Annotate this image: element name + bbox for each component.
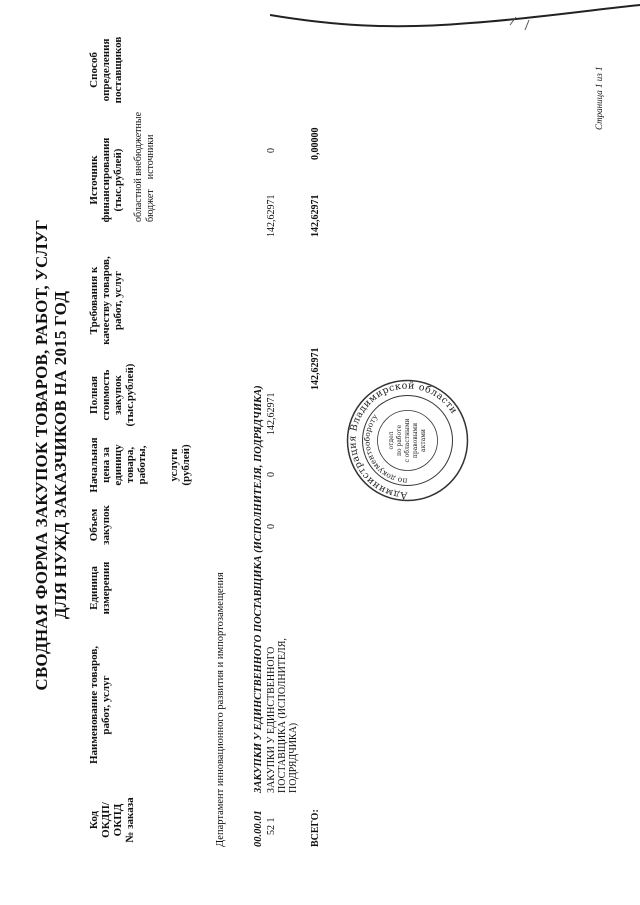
col-header-requirements: Требования к качеству товаров, работ, услуг [88,256,124,345]
col-subheader-source: областной внебюджетные бюджет источники [133,111,156,222]
row-regional-budget: 142,62971 [266,194,277,237]
row-extra-budget: 0 [266,148,277,153]
col-header-name: Наименование товаров, работ, услуг [88,645,112,765]
row-total: 142,62971 [266,392,277,435]
col-header-unit: Единица измерения [88,561,112,615]
totals-extra: 0,00000 [310,127,321,160]
col-header-volume: Объем закупок [88,505,112,545]
stamp-inner-line-1: отдел [388,431,395,450]
stamp-outer-text: Администрация Владимирской области [347,380,460,501]
page-footer: Страница 1 из 1 [594,66,604,130]
official-stamp [345,378,470,503]
department-name: Департамент инновационного развития и импортозамещения [215,572,226,847]
stamp-inner-line-3: с областными [404,418,411,463]
totals-regional: 142,62971 [310,194,321,237]
stamp-inner-line-4: правовыми [412,422,419,459]
stamp-ring-text: по документообороту [362,412,408,486]
col-header-price: Начальная цена за единицу товара, работы, услуги (рублей) [88,437,192,493]
title-line-1: СВОДНАЯ ФОРМА ЗАКУПОК ТОВАРОВ, РАБОТ, УСЛУГ [32,219,51,691]
stamp-inner-line-5: актами [420,429,427,452]
col-header-source: Источник финансирования (тыс.рублей) [88,137,124,223]
title-line-2: ДЛЯ НУЖД ЗАКАЗЧИКОВ НА 2015 ГОД [51,290,70,620]
col-header-code: Код ОКДП/ ОКПД № заказа [88,797,136,843]
totals-total: 142,62971 [310,347,321,390]
row-code: 52 1 [266,817,277,835]
section-label: ЗАКУПКИ У ЕДИНСТВЕННОГО ПОСТАВЩИКА (ИСПОЛНИТЕЛЯ, ПОДРЯДЧИКА) [253,385,264,793]
section-code: 00.00.01 [253,810,264,847]
col-header-total: Полная стоимость закупок (тыс.рублей) [88,363,136,427]
col-header-method: Способ определения поставщиков [88,36,124,104]
row-name: ЗАКУПКИ У ЕДИНСТВЕННОГО ПОСТАВЩИКА (ИСПОЛНИТЕЛЯ, ПОДРЯДЧИКА) [266,638,299,793]
row-price: 0 [266,472,277,477]
signature-scribble [270,0,640,85]
totals-label: ВСЕГО: [310,809,321,847]
row-volume: 0 [266,524,277,529]
stamp-inner-line-2: по работе [396,424,403,457]
